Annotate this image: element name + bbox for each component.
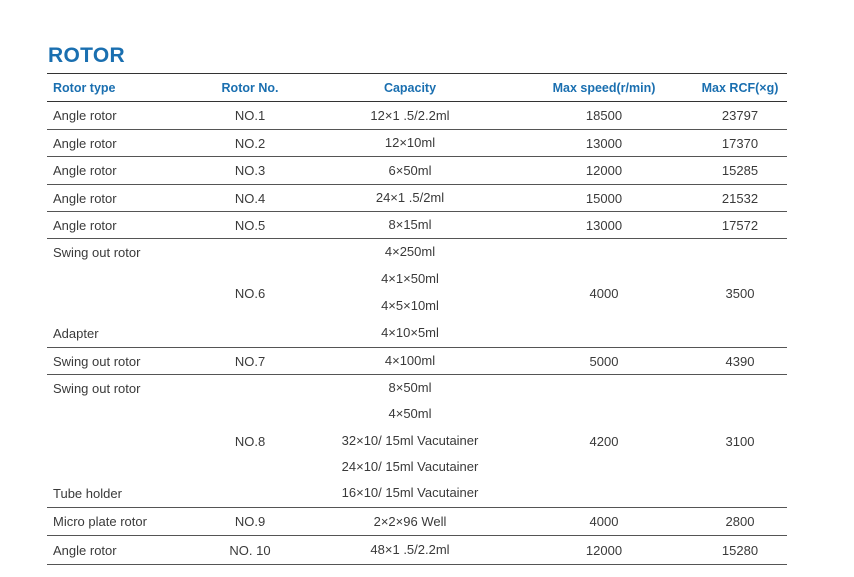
rotor-type-cell	[47, 157, 195, 184]
table-row	[47, 212, 787, 239]
capacity-cell	[305, 239, 515, 347]
capacity-cell	[305, 375, 515, 507]
capacity: 4×100ml	[384, 353, 436, 368]
rotor-type: Swing out rotor	[53, 353, 141, 369]
rotor-no: NO.6	[234, 285, 266, 301]
rotor-type: Adapter	[53, 326, 99, 341]
capacity: 32×10/ 15ml Vacutainer	[341, 432, 479, 448]
table-row	[47, 239, 787, 348]
capacity-cell	[305, 536, 515, 564]
max-rcf: 4390	[725, 353, 755, 369]
capacity: 4×250ml	[384, 244, 436, 259]
rotor-no: NO.1	[234, 108, 266, 123]
rotor-no: NO.7	[234, 353, 266, 369]
capacity: 2×2×96 Well	[373, 513, 447, 529]
max-speed: 12000	[585, 542, 623, 558]
max-speed: 12000	[585, 163, 623, 178]
capacity: 24×10/ 15ml Vacutainer	[341, 458, 479, 474]
capacity: 12×10ml	[384, 135, 436, 150]
header-rotor-no: Rotor No.	[221, 80, 279, 95]
max-rcf: 17572	[721, 217, 759, 233]
rotor-no: NO.3	[234, 163, 266, 178]
max-speed: 5000	[589, 353, 619, 369]
rotor-table	[47, 73, 787, 565]
table-header-row	[47, 74, 787, 102]
capacity-cell	[305, 130, 515, 156]
max-rcf: 23797	[721, 108, 759, 123]
capacity: 16×10/ 15ml Vacutainer	[341, 485, 479, 500]
page-title: ROTOR	[48, 44, 125, 67]
capacity-cell	[305, 185, 515, 211]
header-capacity: Capacity	[383, 80, 437, 95]
capacity-cell	[305, 508, 515, 535]
max-speed: 13000	[585, 217, 623, 233]
capacity: 8×15ml	[388, 217, 432, 232]
rotor-type-cell	[47, 348, 195, 374]
capacity: 24×1 .5/2ml	[375, 190, 445, 205]
max-speed: 4000	[589, 514, 619, 529]
rotor-type-cell	[47, 185, 195, 211]
rotor-type-cell	[47, 508, 195, 535]
rotor-type: Angle rotor	[53, 542, 117, 558]
rotor-type: Tube holder	[53, 486, 122, 501]
rotor-no: NO.5	[234, 217, 266, 233]
max-speed: 4200	[589, 433, 619, 449]
capacity-cell	[305, 102, 515, 129]
rotor-type-cell	[47, 212, 195, 238]
rotor-no: NO. 10	[229, 542, 271, 558]
capacity-cell	[305, 348, 515, 374]
rotor-type: Angle rotor	[53, 217, 117, 233]
max-speed: 4000	[589, 285, 619, 301]
max-rcf: 17370	[721, 135, 759, 151]
capacity: 6×50ml	[388, 162, 432, 178]
rotor-type-cell	[47, 536, 195, 564]
capacity: 48×1 .5/2.2ml	[370, 542, 450, 557]
rotor-type: Angle rotor	[53, 163, 117, 178]
rotor-type-cell	[47, 102, 195, 129]
max-rcf: 15280	[721, 542, 759, 558]
capacity-cell	[305, 212, 515, 238]
rotor-type-cell	[47, 375, 195, 507]
rotor-type: Micro plate rotor	[53, 514, 147, 529]
capacity: 4×50ml	[388, 406, 432, 422]
capacity-cell	[305, 157, 515, 184]
max-speed: 18500	[585, 108, 623, 123]
max-rcf: 15285	[721, 163, 759, 178]
rotor-type: Swing out rotor	[53, 381, 141, 396]
table-row	[47, 536, 787, 565]
rotor-type: Angle rotor	[53, 190, 117, 206]
rotor-type: Swing out rotor	[53, 245, 141, 260]
table-body	[47, 102, 787, 565]
rotor-no: NO.4	[234, 190, 266, 206]
capacity: 4×10×5ml	[381, 325, 439, 340]
header-max-speed: Max speed(r/min)	[552, 80, 656, 95]
table-row	[47, 185, 787, 212]
max-rcf: 3500	[725, 285, 755, 301]
table-row	[47, 157, 787, 185]
header-rotor-type: Rotor type	[53, 80, 116, 95]
rotor-type-cell	[47, 130, 195, 156]
max-speed: 15000	[585, 190, 623, 206]
capacity: 4×1×50ml	[381, 271, 439, 286]
table-row	[47, 375, 787, 508]
max-rcf: 3100	[725, 433, 755, 449]
table-row	[47, 348, 787, 375]
capacity: 12×1 .5/2.2ml	[370, 107, 450, 123]
rotor-type-cell	[47, 239, 195, 347]
capacity: 4×5×10ml	[381, 298, 439, 313]
rotor-no: NO.9	[234, 514, 266, 529]
table-row	[47, 130, 787, 157]
max-speed: 13000	[585, 135, 623, 151]
rotor-no: NO.2	[234, 135, 266, 151]
max-rcf: 2800	[725, 514, 755, 529]
capacity: 8×50ml	[388, 380, 432, 395]
rotor-type: Angle rotor	[53, 135, 117, 151]
table-row	[47, 102, 787, 130]
max-rcf: 21532	[721, 190, 759, 206]
header-max-rcf: Max RCF(×g)	[701, 80, 779, 95]
table-row	[47, 508, 787, 536]
rotor-no: NO.8	[234, 433, 266, 449]
rotor-type: Angle rotor	[53, 108, 117, 123]
